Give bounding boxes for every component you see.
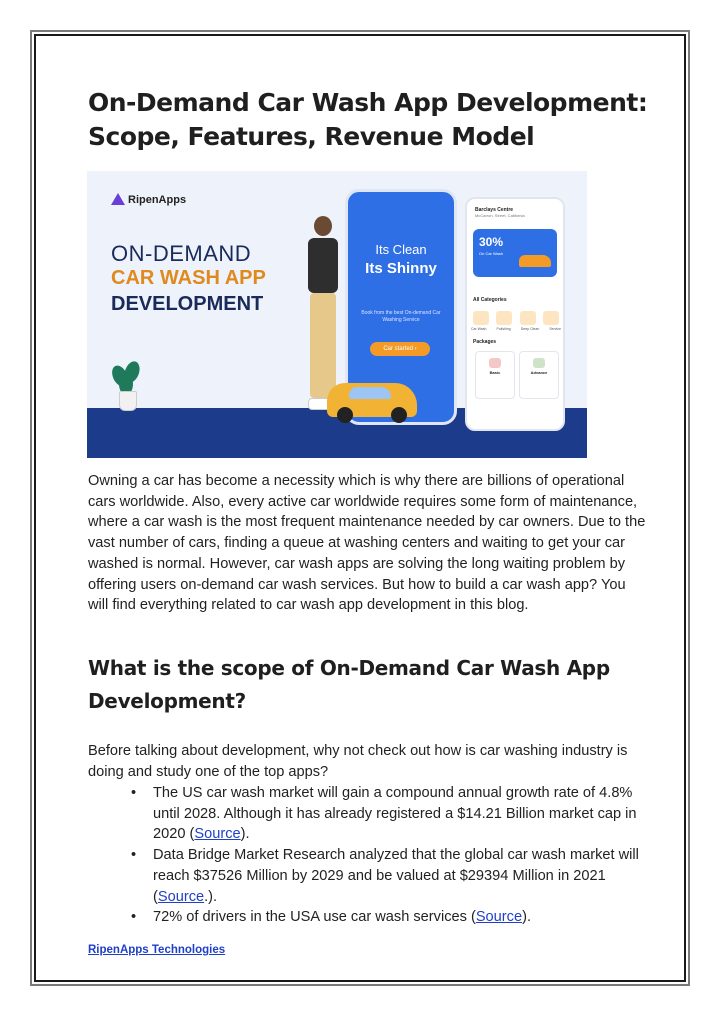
list-item-text: 72% of drivers in the USA use car wash services ( — [153, 909, 476, 926]
page-title: On-Demand Car Wash App Development: Scope, Features, Revenue Model — [88, 88, 648, 151]
bullet-icon: • — [131, 909, 137, 926]
list-item-text: The US car wash market will gain a compound annual growth rate of 4.8% until 2028. Although it has already registered a $14.21 Billion market cap in 2020 ( — [153, 785, 637, 843]
deep-clean-icon — [520, 311, 536, 325]
category-label: Deep Clean — [520, 327, 540, 331]
footer-company-link[interactable]: RipenApps Technologies — [88, 944, 226, 956]
logo-mark-icon — [111, 193, 125, 205]
list-item — [88, 783, 648, 845]
banner-heading-line1: ON-DEMAND — [111, 241, 252, 266]
category-label: Service — [549, 327, 561, 331]
bullet-icon: • — [131, 785, 137, 801]
category-label: Polishing — [496, 327, 511, 331]
package-name: Basic — [489, 370, 501, 375]
package-name: Advance — [530, 370, 548, 375]
banner-heading-line2: CAR WASH APP — [111, 267, 266, 289]
list-item-text-end: .). — [204, 888, 218, 905]
list-item-text-end: ). — [522, 909, 531, 926]
categories-heading: All Categories — [473, 297, 507, 303]
promo-car-icon — [519, 255, 551, 267]
packages-heading: Packages — [473, 339, 497, 345]
location-address: McCarron, Street, California — [475, 213, 525, 218]
polishing-icon — [496, 311, 512, 325]
list-item-text: Data Bridge Market Research analyzed that the global car wash market will reach $37526 Million by 2029 and be valued at $29394 Million in 2021 ( — [153, 847, 639, 905]
source-link[interactable]: Source — [475, 909, 523, 926]
bullet-icon: • — [131, 847, 137, 864]
car-wash-icon — [473, 311, 489, 325]
category-label: Car Wash — [471, 327, 487, 331]
category-icons — [473, 311, 559, 325]
phone-mockup-home — [465, 197, 565, 431]
service-icon — [543, 311, 559, 325]
logo-text: RipenApps — [128, 194, 187, 206]
splash-button: Car started › — [370, 342, 430, 356]
intro-paragraph: Owning a car has become a necessity which is why there are billions of operational cars worldwide. Also, every active car worldwide requires some form of maintenance, where a car wash is the most frequent maintenance needed by car owners. Due to the vast number of cars, finding a queue at washing centers and waiting to get your car washed is normal. However, car wash apps are solving the long waiting problem by offering users on-demand car wash services. But how to build a car wash app? You will find everything related to car wash app development in this blog. — [88, 473, 646, 614]
splash-line1: Its Clean — [375, 242, 427, 257]
car-illustration — [327, 383, 417, 417]
splash-line2: Its Shinny — [365, 260, 437, 277]
source-link[interactable]: Source — [194, 826, 241, 843]
hero-banner-image — [87, 171, 587, 458]
category-labels — [471, 327, 561, 331]
facts-list — [88, 783, 648, 928]
promo-percent: 30% — [479, 235, 504, 249]
section-heading: What is the scope of On-Demand Car Wash App Development? — [88, 656, 610, 713]
package-card — [519, 351, 559, 399]
list-item-text-end: ). — [240, 826, 250, 843]
banner-heading-line3: DEVELOPMENT — [111, 293, 264, 315]
list-item — [88, 845, 648, 907]
splash-subtitle: Book from the best On-demand Car Washing Service — [361, 310, 441, 323]
promo-subtitle: On Car Wash — [479, 251, 504, 256]
plant-illustration — [111, 361, 141, 409]
promo-card — [473, 229, 557, 277]
package-card — [475, 351, 515, 399]
location-name: Barclays Centre — [475, 207, 514, 213]
list-item — [88, 907, 648, 928]
ripenapps-logo — [111, 193, 186, 206]
section-intro-paragraph: Before talking about development, why not check out how is car washing industry is doing and study one of the top apps? — [88, 743, 628, 780]
source-link[interactable]: Source — [157, 888, 205, 905]
